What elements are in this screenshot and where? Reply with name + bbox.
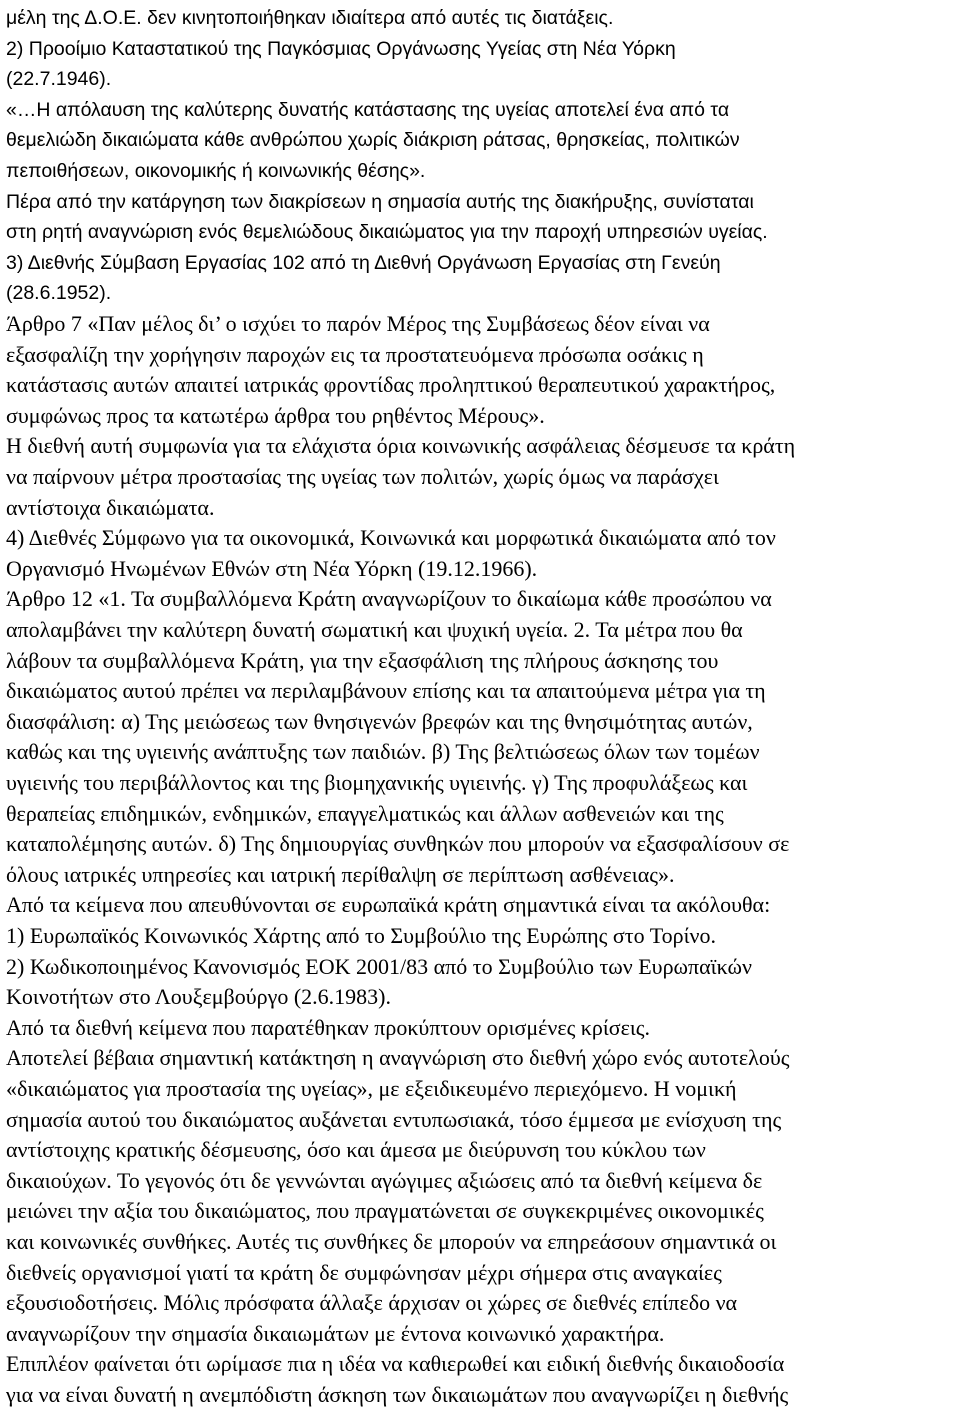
text-line: θεραπείας επιδημικών, ενδημικών, επαγγελματικώς και άλλων ασθενειών και της [6, 800, 724, 826]
text-line: δικαιούχων. Το γεγονός ότι δε γεννώνται αγώγιμες αξιώσεις από τα διεθνή κείμενα δε [6, 1167, 763, 1193]
text-line: αναγνωρίζουν την σημασία δικαιωμάτων με έντονα κοινωνικό χαρακτήρα. [6, 1320, 665, 1346]
text-line: (28.6.1952). [6, 282, 112, 305]
text-line: μειώνει την αξία του δικαιώματος, που πραγματώνεται σε συγκεκριμένες οικονομικές [6, 1198, 764, 1224]
text-line: Η διεθνή αυτή συμφωνία για τα ελάχιστα όρια κοινωνικής ασφάλειας δέσμευσε τα κράτη [6, 433, 796, 459]
text-line: εξασφαλίζη την χορήγησιν παροχών εις τα προστατευόμενα πρόσωπα οσάκις η [6, 341, 704, 367]
text-line: Άρθρο 12 «1. Τα συμβαλλόμενα Κράτη αναγνωρίζουν το δικαίωμα κάθε προσώπου να [6, 586, 772, 612]
text-line: συμφώνως προς τα κατωτέρω άρθρα του ρηθέντος Μέρους». [6, 402, 545, 428]
text-line: θεμελιώδη δικαιώματα κάθε ανθρώπου χωρίς διάκριση ράτσας, θρησκείας, πολιτικών [6, 129, 740, 152]
text-line: Αποτελεί βέβαια σημαντική κατάκτηση η αναγνώριση στο διεθνή χώρο ενός αυτοτελούς [6, 1045, 790, 1071]
text-line: πεποιθήσεων, οικονομικής ή κοινωνικής θέσης». [6, 160, 426, 182]
text-line: μέλη της Δ.Ο.Ε. δεν κινητοποιήθηκαν ιδιαίτερα από αυτές τις διατάξεις. [6, 7, 614, 29]
text-line: (22.7.1946). [6, 68, 112, 91]
text-line: και κοινωνικές συνθήκες. Αυτές τις συνθήκες δε μπορούν να επηρεάσουν σημαντικά οι [6, 1229, 777, 1254]
text-line: 4) Διεθνές Σύμφωνο για τα οικονομικά, Κοινωνικά και μορφωτικά δικαιώματα από τον [6, 525, 776, 551]
text-line: Άρθρο 7 «Παν μέλος δι’ ο ισχύει το παρόν Μέρος της Συμβάσεως δέον είναι να [6, 311, 710, 336]
text-line: Πέρα από την κατάργηση των διακρίσεων η σημασία αυτής της διακήρυξης, συνίσταται [6, 190, 754, 213]
text-line: δικαιώματος αυτού πρέπει να περιλαμβάνουν επίσης και τα απαιτούμενα μέτρα για τη [6, 678, 766, 704]
text-line: 1) Ευρωπαϊκός Κοινωνικός Χάρτης από το Συμβούλιο της Ευρώπης στο Τορίνο. [6, 923, 716, 948]
text-line: Από τα κείμενα που απευθύνονται σε ευρωπαϊκά κράτη σημαντικά είναι τα ακόλουθα: [6, 892, 771, 918]
text-line: Οργανισμό Ηνωμένων Εθνών στη Νέα Υόρκη (19.12.1966). [6, 555, 538, 581]
text-line: αντίστοιχα δικαιώματα. [6, 494, 215, 520]
text-line: σημασία αυτού του δικαιώματος αυξάνεται εντυπωσιακά, τόσο έμμεσα με ενίσχυση της [6, 1106, 782, 1132]
text-line: «δικαιώματος για προστασία της υγείας», με εξειδικευμένο περιεχόμενο. Η νομική [6, 1076, 737, 1101]
text-line: διεθνείς οργανισμοί γιατί τα κράτη δε συμφώνησαν μέχρι σήμερα στις αναγκαίες [6, 1259, 722, 1285]
text-line: στη ρητή αναγνώριση ενός θεμελιώδους δικαιώματος για την παροχή υπηρεσιών υγείας. [6, 221, 768, 244]
text-line: Επιπλέον φαίνεται ότι ωρίμασε πια η ιδέα να καθιερωθεί και ειδική διεθνής δικαιοδοσία [6, 1351, 785, 1377]
text-line: αντίστοιχης κρατικής δέσμευσης, όσο και άμεσα με διεύρυνση του κύκλου των [6, 1137, 706, 1163]
text-line: απολαμβάνει την καλύτερη δυνατή σωματική και ψυχική υγεία. 2. Τα μέτρα που θα [6, 617, 743, 642]
text-line: 3) Διεθνής Σύμβαση Εργασίας 102 από τη Διεθνή Οργάνωση Εργασίας στη Γενεύη [6, 251, 721, 274]
text-line: υγιεινής του περιβάλλοντος και της βιομηχανικής υγιεινής. γ) Της προφυλάξεως και [6, 770, 748, 795]
text-line: Από τα διεθνή κείμενα που παρατέθηκαν προκύπτουν ορισμένες κρίσεις. [6, 1014, 651, 1040]
text-line: για να είναι δυνατή η ανεμπόδιστη άσκηση των δικαιωμάτων που αναγνωρίζει η διεθνής [6, 1382, 789, 1407]
text-line: «…Η απόλαυση της καλύτερης δυνατής κατάστασης της υγείας αποτελεί ένα από τα [6, 98, 730, 121]
text-line: διασφάλιση: α) Της μειώσεως των θνησιγενών βρεφών και της θνησιμότητας αυτών, [6, 708, 753, 734]
text-line: καταπολέμησης αυτών. δ) Της δημιουργίας συνθηκών που μπορούν να εξασφαλίσουν σε [6, 831, 790, 857]
text-line: καθώς και της υγιεινής ανάπτυξης των παιδιών. β) Της βελτιώσεως όλων των τομέων [6, 739, 760, 765]
text-line: κατάστασις αυτών απαιτεί ιατρικάς φροντίδας προληπτικού θεραπευτικού χαρακτήρος, [6, 372, 776, 398]
text-line: να παίρνουν μέτρα προστασίας της υγείας των πολιτών, χωρίς όμως να παράσχει [6, 464, 719, 489]
text-line: εξουσιοδοτήσεις. Μόλις πρόσφατα άλλαξε άρχισαν οι χώρες σε διεθνές επίπεδο να [6, 1290, 738, 1316]
text-line: Κοινοτήτων στο Λουξεμβούργο (2.6.1983). [6, 984, 391, 1010]
text-line: όλους ιατρικές υπηρεσίες και ιατρική περίθαλψη σε περίπτωση ασθένειας». [6, 861, 675, 887]
text-line: 2) Κωδικοποιημένος Κανονισμός ΕΟΚ 2001/83 από το Συμβούλιο των Ευρωπαϊκών [6, 953, 752, 979]
text-line: 2) Προοίμιο Καταστατικού της Παγκόσμιας Οργάνωσης Υγείας στη Νέα Υόρκη [6, 37, 676, 60]
text-line: λάβουν τα συμβαλλόμενα Κράτη, για την εξασφάλιση της πλήρους άσκησης του [6, 647, 719, 673]
